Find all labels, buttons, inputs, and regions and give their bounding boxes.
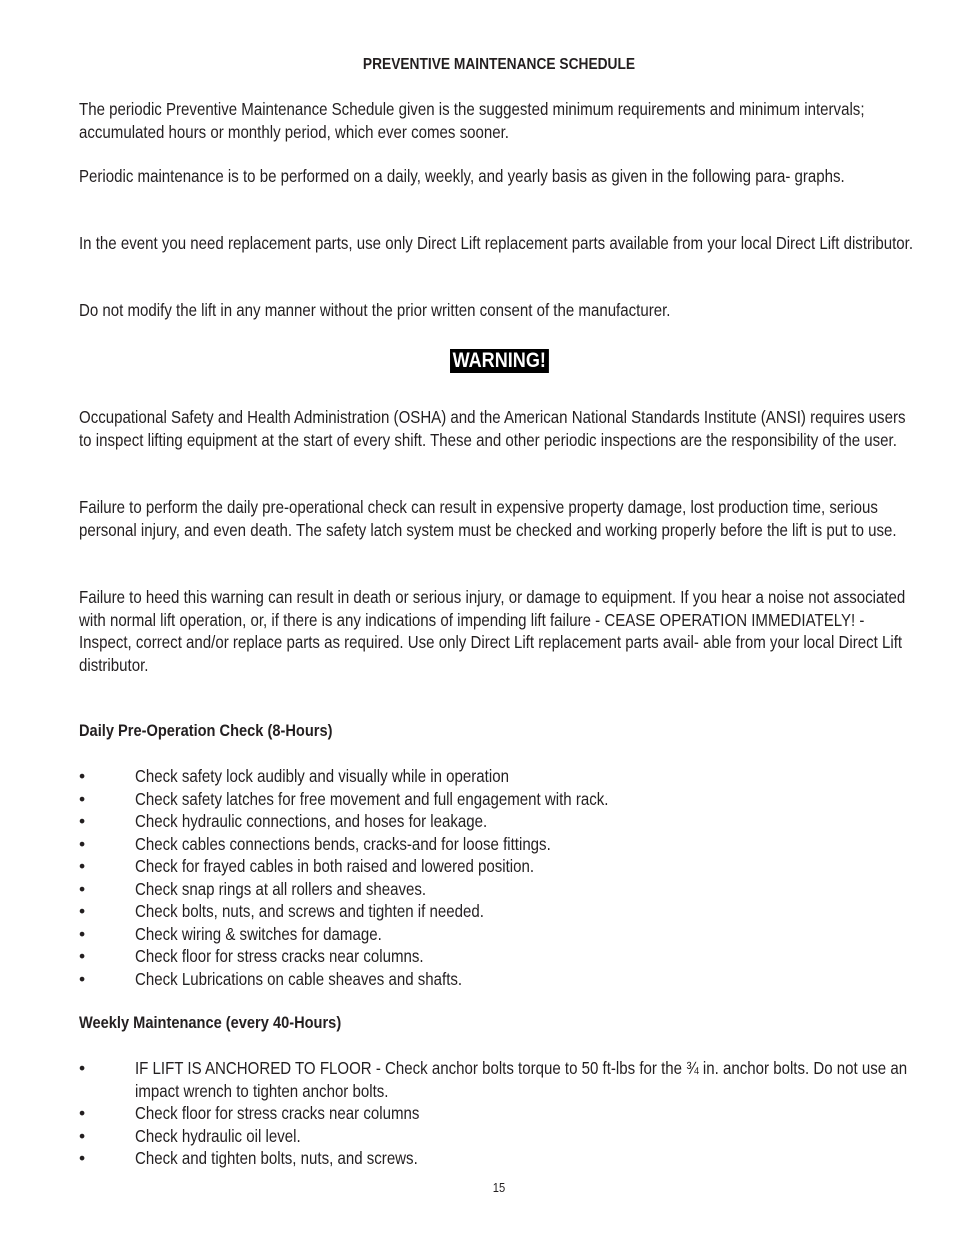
list-item xyxy=(79,945,919,968)
warning-paragraph: Occupational Safety and Health Administration (OSHA) and the American National Standards Institute (ANSI) requires users to inspect lifting equipment at the start of every shift. These and other periodic inspections are the responsibility of the user. xyxy=(79,407,906,450)
bullet-icon: • xyxy=(79,788,86,809)
list-item-text: Check floor for stress cracks near columns. xyxy=(135,946,424,966)
list-item-text: Check cables connections bends, cracks-and for loose fittings. xyxy=(135,833,551,854)
list-item xyxy=(79,1125,919,1148)
daily-check-list xyxy=(79,765,919,990)
list-item-text: Check hydraulic connections, and hoses for leakage. xyxy=(135,811,488,831)
bullet-icon: • xyxy=(79,811,86,831)
list-item xyxy=(79,1102,919,1125)
list-item xyxy=(79,878,919,901)
bullet-icon: • xyxy=(79,1058,86,1078)
list-item-text: Check bolts, nuts, and screws and tighten if needed. xyxy=(135,901,484,921)
bullet-icon: • xyxy=(79,968,86,989)
list-item xyxy=(79,765,919,788)
page-number: 15 xyxy=(492,1180,506,1195)
intro-paragraph: The periodic Preventive Maintenance Schedule given is the suggested minimum requirements and minimum intervals; accumulated hours or monthly period, which ever comes sooner. xyxy=(79,99,865,142)
daily-check-heading: Daily Pre-Operation Check (8-Hours) xyxy=(79,721,333,740)
bullet-icon: • xyxy=(79,1125,86,1146)
list-item xyxy=(79,1147,919,1170)
list-item xyxy=(79,1057,919,1102)
warning-paragraph: Failure to heed this warning can result in death or serious injury, or damage to equipment. If you hear a noise not associated with normal lift operation, or, if there is any indications of impending lift failure - CEASE OPERATION IMMEDIATELY! - Inspect, correct and/or replace parts as required. Use only Direct Lift replacement parts avail- able from your local Direct Lift distributor. xyxy=(79,587,906,675)
warning-label: WARNING! xyxy=(450,349,548,373)
list-item-text: Check wiring & switches for damage. xyxy=(135,923,382,944)
warning-banner xyxy=(79,349,919,373)
list-item-text: Check safety latches for free movement and full engagement with rack. xyxy=(135,788,609,809)
list-item-text: Check floor for stress cracks near columns xyxy=(135,1103,420,1123)
bullet-icon: • xyxy=(79,766,86,786)
list-item xyxy=(79,833,919,856)
list-item xyxy=(79,923,919,946)
bullet-icon: • xyxy=(79,923,86,944)
warning-paragraph: Failure to perform the daily pre-operational check can result in expensive property damage, lost production time, serious personal injury, and even death. The safety latch system must be checked and working properly before the lift is put to use. xyxy=(79,497,897,540)
list-item xyxy=(79,855,919,878)
intro-paragraph: Periodic maintenance is to be performed on a daily, weekly, and yearly basis as given in the following para- graphs. xyxy=(79,166,845,186)
bullet-icon: • xyxy=(79,1103,86,1123)
bullet-icon: • xyxy=(79,856,86,876)
intro-paragraph: In the event you need replacement parts, use only Direct Lift replacement parts available from your local Direct Lift distributor. xyxy=(79,233,914,253)
list-item xyxy=(79,810,919,833)
list-item-text: Check for frayed cables in both raised and lowered position. xyxy=(135,856,535,876)
list-item-text: Check hydraulic oil level. xyxy=(135,1125,301,1146)
intro-paragraph: Do not modify the lift in any manner without the prior written consent of the manufacturer. xyxy=(79,300,671,320)
list-item-text: Check safety lock audibly and visually while in operation xyxy=(135,766,509,786)
page-title: PREVENTIVE MAINTENANCE SCHEDULE xyxy=(362,56,636,73)
bullet-icon: • xyxy=(79,901,86,921)
list-item xyxy=(79,968,919,991)
list-item-text: IF LIFT IS ANCHORED TO FLOOR - Check anchor bolts torque to 50 ft-lbs for the ¾ in. anchor bolts. Do not use an impact wrench to tighten anchor bolts. xyxy=(135,1058,908,1101)
list-item-text: Check and tighten bolts, nuts, and screws. xyxy=(135,1148,418,1168)
list-item xyxy=(79,900,919,923)
list-item-text: Check snap rings at all rollers and sheaves. xyxy=(135,878,427,899)
weekly-maintenance-list xyxy=(79,1057,919,1170)
bullet-icon: • xyxy=(79,833,86,854)
bullet-icon: • xyxy=(79,1148,86,1168)
bullet-icon: • xyxy=(79,946,86,966)
list-item xyxy=(79,788,919,811)
weekly-maintenance-heading: Weekly Maintenance (every 40-Hours) xyxy=(79,1013,342,1032)
bullet-icon: • xyxy=(79,878,86,899)
list-item-text: Check Lubrications on cable sheaves and shafts. xyxy=(135,968,463,989)
